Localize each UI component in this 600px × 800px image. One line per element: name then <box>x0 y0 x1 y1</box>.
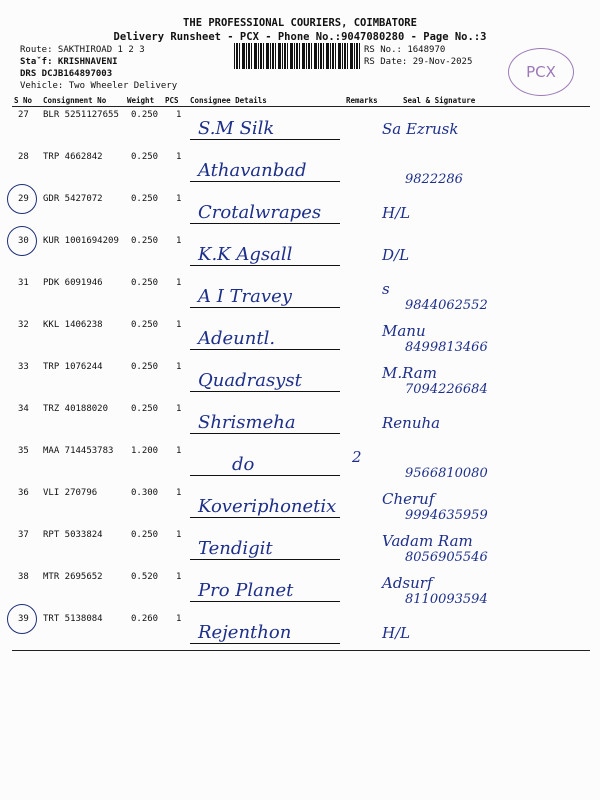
row-consignment: MTR 2695652 <box>43 572 103 582</box>
row-sno: 28 <box>18 152 29 162</box>
signature-handwriting: D/L <box>382 246 410 264</box>
route-label: Route: SAKTHIROAD 1 2 3 <box>20 45 145 55</box>
consignee-handwriting: Tendigit <box>198 538 273 559</box>
phone-handwriting: 9994635959 <box>405 508 488 523</box>
row-weight: 0.250 <box>131 530 159 540</box>
row-weight: 0.250 <box>131 110 159 120</box>
signature-handwriting: Renuha <box>382 414 441 432</box>
pcx-stamp: PCX <box>508 48 574 96</box>
row-sno: 37 <box>18 530 29 540</box>
phone-handwriting: 7094226684 <box>405 382 488 397</box>
row-sno: 31 <box>18 278 29 288</box>
consignee-underline <box>190 643 340 644</box>
phone-handwriting: 9566810080 <box>405 466 488 481</box>
row-weight: 0.250 <box>131 152 159 162</box>
row-pcs: 1 <box>176 362 182 372</box>
phone-handwriting: 9822286 <box>405 172 463 187</box>
row-sno: 29 <box>18 194 29 204</box>
table-row <box>0 530 600 572</box>
row-sno: 34 <box>18 404 29 414</box>
row-consignment: GDR 5427072 <box>43 194 103 204</box>
row-weight: 0.250 <box>131 362 159 372</box>
phone-handwriting: 8499813466 <box>405 340 488 355</box>
consignee-handwriting: A I Travey <box>198 286 292 307</box>
consignee-handwriting: S.M Silk <box>198 118 275 139</box>
consignee-underline <box>190 391 340 392</box>
row-weight: 1.200 <box>131 446 159 456</box>
consignee-underline <box>190 601 340 602</box>
header-rule <box>12 106 590 107</box>
phone-handwriting: 8110093594 <box>405 592 488 607</box>
row-pcs: 1 <box>176 110 182 120</box>
consignee-underline <box>190 517 340 518</box>
row-sno: 33 <box>18 362 29 372</box>
row-pcs: 1 <box>176 404 182 414</box>
row-sno: 32 <box>18 320 29 330</box>
consignee-underline <box>190 349 340 350</box>
row-weight: 0.250 <box>131 278 159 288</box>
row-weight: 0.300 <box>131 488 159 498</box>
table-row <box>0 404 600 446</box>
col-pcs: PCS <box>165 96 179 105</box>
row-consignment: KKL 1406238 <box>43 320 103 330</box>
row-pcs: 1 <box>176 446 182 456</box>
signature-handwriting: M.Ram <box>382 364 437 382</box>
col-remarks: Remarks <box>346 96 378 105</box>
row-consignment: RPT 5033824 <box>43 530 103 540</box>
phone-handwriting: 8056905546 <box>405 550 488 565</box>
consignee-handwriting: K.K Agsall <box>198 244 293 265</box>
consignee-underline <box>190 559 340 560</box>
barcode <box>234 43 360 69</box>
row-pcs: 1 <box>176 572 182 582</box>
row-pcs: 1 <box>176 530 182 540</box>
signature-handwriting: Cheruf <box>382 490 435 508</box>
table-row <box>0 236 600 278</box>
row-pcs: 1 <box>176 152 182 162</box>
rs-number: RS No.: 1648970 <box>364 45 446 55</box>
signature-handwriting: H/L <box>382 624 411 642</box>
row-consignment: TRP 1076244 <box>43 362 103 372</box>
row-consignment: KUR 1001694209 <box>43 236 119 246</box>
signature-handwriting: s <box>382 280 390 298</box>
row-sno: 38 <box>18 572 29 582</box>
row-consignment: TRZ 40188020 <box>43 404 109 414</box>
consignee-handwriting: Koveriphonetix <box>198 496 337 517</box>
consignee-underline <box>190 139 340 140</box>
consignee-handwriting: Quadrasyst <box>198 370 302 391</box>
row-pcs: 1 <box>176 320 182 330</box>
consignee-underline <box>190 475 340 476</box>
company-title: THE PROFESSIONAL COURIERS, COIMBATORE <box>183 17 417 29</box>
row-weight: 0.260 <box>131 614 159 624</box>
signature-handwriting: Manu <box>382 322 426 340</box>
row-pcs: 1 <box>176 194 182 204</box>
consignee-handwriting: Athavanbad <box>198 160 307 181</box>
row-weight: 0.250 <box>131 404 159 414</box>
signature-handwriting: Sa Ezrusk <box>382 120 459 138</box>
row-pcs: 1 <box>176 488 182 498</box>
row-weight: 0.250 <box>131 194 159 204</box>
phone-handwriting: 9844062552 <box>405 298 488 313</box>
consignee-handwriting: Crotalwrapes <box>198 202 322 223</box>
row-weight: 0.250 <box>131 320 159 330</box>
drs-label: DRS DCJB164897003 <box>20 69 113 79</box>
consignee-underline <box>190 181 340 182</box>
signature-handwriting: Vadam Ram <box>382 532 473 550</box>
row-sno: 35 <box>18 446 29 456</box>
row-consignment: TRP 4662842 <box>43 152 103 162</box>
pen-circle-mark <box>7 604 37 634</box>
staff-label: Staˇf: KRISHNAVENI <box>20 57 118 67</box>
table-row <box>0 110 600 152</box>
row-consignment: VLI 270796 <box>43 488 98 498</box>
rs-date: RS Date: 29-Nov-2025 <box>364 57 473 67</box>
row-consignment: MAA 714453783 <box>43 446 114 456</box>
row-pcs: 1 <box>176 236 182 246</box>
row-weight: 0.250 <box>131 236 159 246</box>
col-consignment: Consignment No <box>43 96 107 105</box>
table-row <box>0 572 600 614</box>
table-row <box>0 278 600 320</box>
consignee-underline <box>190 307 340 308</box>
pen-circle-mark <box>7 226 37 256</box>
row-consignment: PDK 6091946 <box>43 278 103 288</box>
consignee-underline <box>190 433 340 434</box>
pen-circle-mark <box>7 184 37 214</box>
row-pcs: 1 <box>176 614 182 624</box>
signature-handwriting: H/L <box>382 204 411 222</box>
row-consignment: BLR 5251127655 <box>43 110 119 120</box>
consignee-handwriting: Pro Planet <box>198 580 294 601</box>
row-consignment: TRT 5138084 <box>43 614 103 624</box>
runsheet-subtitle: Delivery Runsheet - PCX - Phone No.:9047080280 - Page No.:3 <box>113 31 487 43</box>
signature-handwriting: 2 <box>352 448 362 466</box>
table-row <box>0 320 600 362</box>
row-sno: 36 <box>18 488 29 498</box>
consignee-handwriting: Rejenthon <box>198 622 292 643</box>
vehicle-label: Vehicle: Two Wheeler Delivery <box>20 81 178 91</box>
signature-handwriting: Adsurf <box>382 574 433 592</box>
col-weight: Weight <box>127 96 155 105</box>
row-sno: 39 <box>18 614 29 624</box>
consignee-handwriting: do <box>232 454 255 475</box>
consignee-handwriting: Shrismeha <box>198 412 296 433</box>
row-sno: 30 <box>18 236 29 246</box>
row-pcs: 1 <box>176 278 182 288</box>
consignee-underline <box>190 223 340 224</box>
row-weight: 0.520 <box>131 572 159 582</box>
consignee-underline <box>190 265 340 266</box>
consignee-handwriting: Adeuntl. <box>198 328 276 349</box>
col-consignee: Consignee Details <box>190 96 267 105</box>
col-sno: S No <box>14 96 33 105</box>
footer-rule <box>12 650 590 651</box>
col-seal: Seal & Signature <box>403 96 476 105</box>
row-sno: 27 <box>18 110 29 120</box>
table-row <box>0 446 600 488</box>
